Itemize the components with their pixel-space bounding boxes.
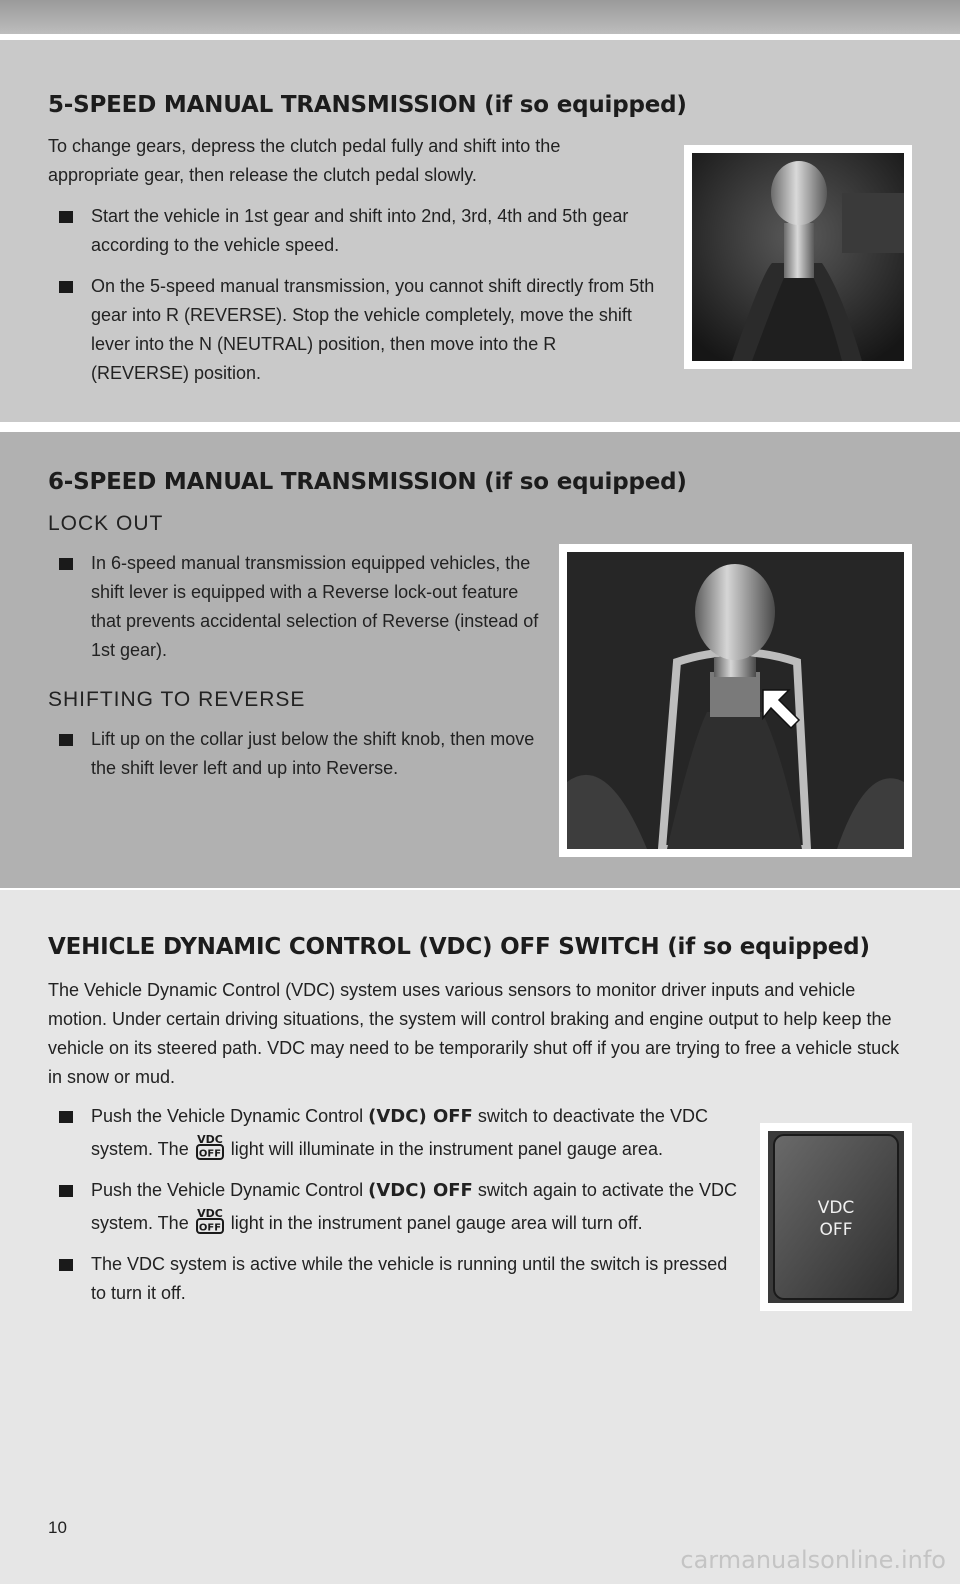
icon-label-top: VDC <box>196 1133 223 1146</box>
subhead-lock-out: LOCK OUT <box>48 512 164 535</box>
bullet-list-5-speed <box>48 202 658 400</box>
list-item: Lift up on the collar just below the shift knob, then move the shift lever left and up into Reverse. <box>48 725 548 783</box>
section-6-speed <box>0 432 960 888</box>
shifter-5-speed-photo <box>684 145 912 369</box>
section-5-speed <box>0 40 960 422</box>
list-item: Start the vehicle in 1st gear and shift into 2nd, 3rd, 4th and 5th gear according to the vehicle speed. <box>48 202 658 260</box>
switch-label-vdc: VDC <box>817 1198 855 1218</box>
section-vdc <box>0 890 960 1584</box>
bullet-bold-text: (VDC) OFF <box>368 1180 473 1201</box>
shifter-6-speed-photo <box>559 544 912 857</box>
intro-5-speed: To change gears, depress the clutch pedal fully and shift into the appropriate gear, then release the clutch pedal slowly. <box>48 136 561 185</box>
list-item <box>48 1176 738 1238</box>
page-number: 10 <box>48 1518 67 1537</box>
section-title-vdc: VEHICLE DYNAMIC CONTROL (VDC) OFF SWITCH (if so equipped) <box>48 934 870 960</box>
bullet-text: switch again to activate the VDC system. The <box>91 1180 737 1233</box>
switch-label-off: OFF <box>819 1220 853 1240</box>
list-item: On the 5-speed manual transmission, you cannot shift directly from 5th gear into R (REVERSE). Stop the vehicle completely, move the shift lever into the N (NEUTRAL) position, then move into the R (REVERSE) position. <box>48 272 658 388</box>
intro-vdc: The Vehicle Dynamic Control (VDC) system uses various sensors to monitor driver inputs and vehicle motion. Under certain driving situations, the system will control braking and engine output to help keep the vehicle on its steered path. VDC may need to be temporarily shut off if you are trying to free a vehicle stuck in snow or mud. <box>48 980 900 1087</box>
icon-label-bottom: OFF <box>198 1148 221 1160</box>
bullet-list-reverse <box>48 725 548 795</box>
list-item: In 6-speed manual transmission equipped vehicles, the shift lever is equipped with a Reverse lock-out feature that prevents accidental selection of Reverse (instead of 1st gear). <box>48 549 548 665</box>
section-title-5-speed: 5-SPEED MANUAL TRANSMISSION (if so equipped) <box>48 92 687 118</box>
top-bar <box>0 0 960 34</box>
icon-label-top: VDC <box>196 1207 223 1220</box>
vdc-off-indicator-icon <box>196 1131 224 1161</box>
watermark: carmanualsonline.info <box>680 1546 946 1574</box>
section-title-6-speed: 6-SPEED MANUAL TRANSMISSION (if so equipped) <box>48 469 687 495</box>
bullet-bold-text: (VDC) OFF <box>368 1106 473 1127</box>
bullet-text: switch to deactivate the VDC system. The <box>91 1106 708 1159</box>
vdc-off-switch-photo <box>760 1123 912 1311</box>
list-item: The VDC system is active while the vehicle is running until the switch is pressed to turn it off. <box>48 1250 738 1308</box>
list-item <box>48 1102 738 1164</box>
bullet-list-vdc <box>48 1102 738 1320</box>
icon-label-bottom: OFF <box>198 1222 221 1234</box>
bullet-text: Push the Vehicle Dynamic Control <box>91 1180 369 1200</box>
bullet-text: light in the instrument panel gauge area will turn off. <box>225 1213 643 1233</box>
subhead-shifting-to-reverse: SHIFTING TO REVERSE <box>48 688 306 711</box>
bullet-list-lock-out <box>48 549 548 677</box>
bullet-text: Push the Vehicle Dynamic Control <box>91 1106 369 1126</box>
vdc-off-indicator-icon <box>196 1205 224 1235</box>
bullet-text: light will illuminate in the instrument panel gauge area. <box>225 1139 663 1159</box>
